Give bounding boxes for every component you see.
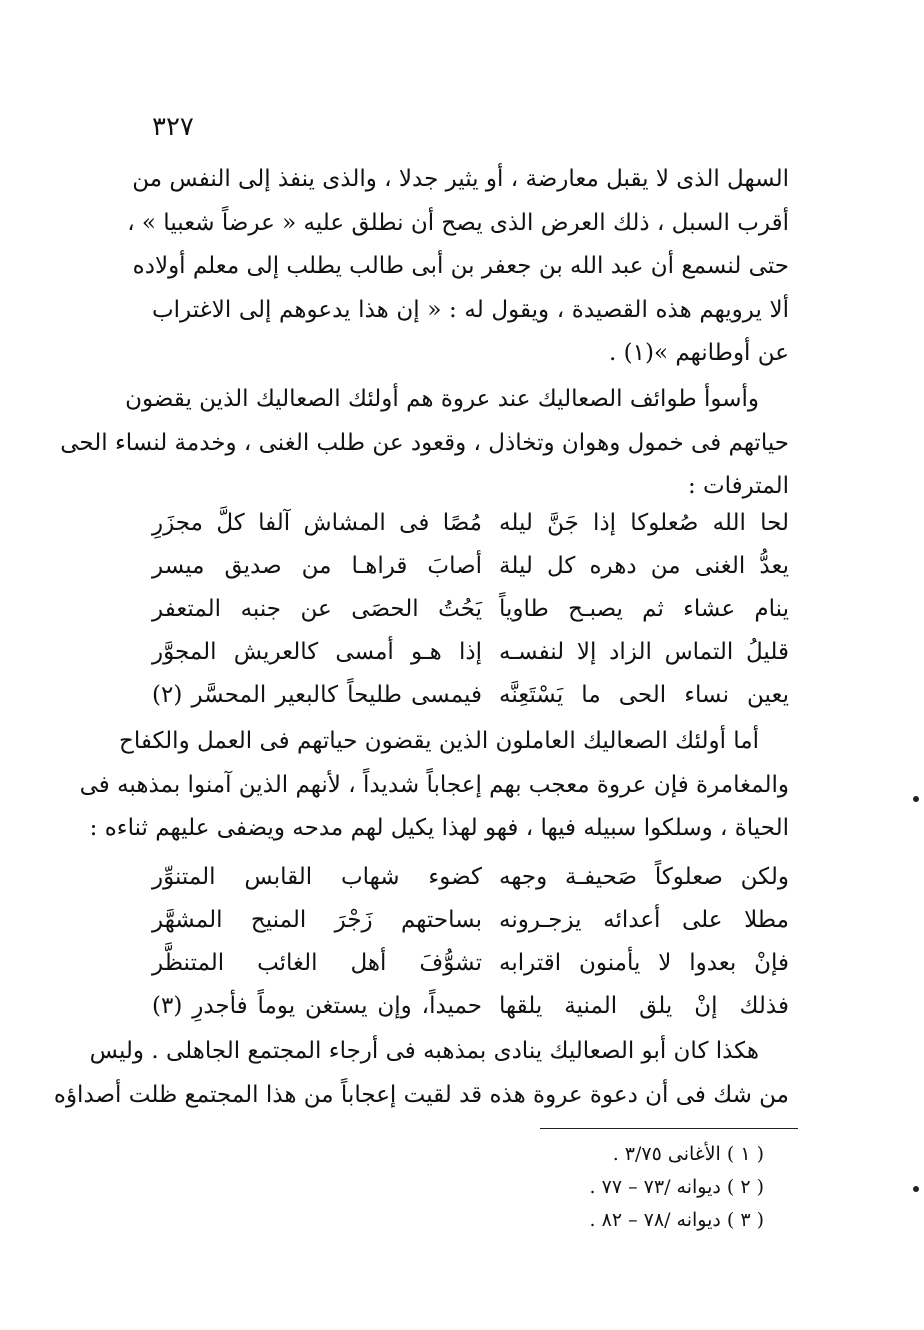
verse-second-hemistich: تشوُّفَ أهل الغائب المتنظَّر [152,950,482,976]
scan-edge-mark [913,1186,919,1192]
verse-second-hemistich: يَحُتُ الحصَى عن جنبه المتعفر [152,596,482,622]
poem-verse [152,942,789,985]
poem-verse [152,985,789,1028]
paragraph-3 [79,720,789,851]
footnote-3: ( ٣ ) ديوانه /٧٨ – ٨٢ . [589,1209,764,1231]
poem-verse [152,588,789,631]
verse-first-hemistich: قليلُ التماس الزاد إلا لنفسـه [499,639,789,665]
verse-second-hemistich: مُصًا فى المشاش آلفا كلَّ مجزَرِ [152,510,482,536]
poem-2 [152,856,789,1028]
poem-verse [152,502,789,545]
verse-first-hemistich: ولكن صعلوكاً صَحيفـة وجهه [499,864,789,890]
poem-verse [152,631,789,674]
verse-first-hemistich: مطلا على أعدائه يزجـرونه [499,907,789,933]
poem-1 [152,502,789,717]
poem-verse [152,674,789,717]
paragraph-1 [127,158,789,376]
paragraph-2 [60,378,789,509]
verse-first-hemistich: لحا الله صُعلوكا إذا جَنَّ ليله [499,510,789,536]
text-line: السهل الذى لا يقبل معارضة ، أو يثير جدلا ، والذى ينفذ إلى النفس من [132,166,789,192]
text-line: المترفات : [687,473,789,499]
text-line: الحياة ، وسلكوا سبيله فيها ، فهو لهذا يكيل لهم مدحه ويضفى عليهم ثناءه : [89,815,789,841]
poem-verse [152,856,789,899]
footnote-2: ( ٢ ) ديوانه /٧٣ – ٧٧ . [589,1176,764,1198]
text-line: ألا يرويهم هذه القصيدة ، ويقول له : « إن هذا يدعوهم إلى الاغتراب [152,296,789,323]
text-line: هكذا كان أبو الصعاليك ينادى بمذهبه فى أرجاء المجتمع الجاهلى . وليس [89,1038,759,1064]
footnotes [590,1138,764,1237]
verse-first-hemistich: فذلك إنْ يلق المنية يلقها [499,993,789,1019]
poem-verse [152,545,789,588]
verse-second-hemistich: فيمسى طليحاً كالبعير المحسَّر (٢) [152,682,482,708]
text-line: عن أوطانهم »(١) . [609,340,789,366]
text-line: حتى لنسمع أن عبد الله بن جعفر بن أبى طالب يطلب إلى معلم أولاده [132,253,789,279]
poem-verse [152,899,789,942]
text-line: وأسوأ طوائف الصعاليك عند عروة هم أولئك الصعاليك الذين يقضون [125,386,759,412]
page-number: ٣٢٧ [152,112,194,142]
text-line: أما أولئك الصعاليك العاملون الذين يقضون حياتهم فى العمل والكفاح [118,728,759,754]
verse-second-hemistich: كضوء شهاب القابس المتنوِّر [152,864,482,890]
footnote-1: ( ١ ) الأغانى ٣/٧٥ . [612,1143,764,1165]
verse-first-hemistich: ينام عشاء ثم يصبـح طاوياً [499,596,789,622]
verse-second-hemistich: أصابَ قراهـا من صديق ميسر [152,553,482,579]
verse-first-hemistich: فإنْ بعدوا لا يأمنون اقترابه [499,950,789,976]
verse-first-hemistich: يعدُّ الغنى من دهره كل ليلة [499,553,789,579]
text-line: والمغامرة فإن عروة معجب بهم إعجاباً شديداً ، لأنهم الذين آمنوا بمذهبه فى [79,771,789,798]
paragraph-4 [53,1030,789,1117]
verse-second-hemistich: حميداً، وإن يستغن يوماً فأجدرِ (٣) [152,993,482,1019]
verse-first-hemistich: يعين نساء الحى ما يَسْتَعِنَّه [499,682,789,708]
verse-second-hemistich: إذا هـو أمسى كالعريش المجوَّر [152,639,482,665]
footnote-divider [540,1128,798,1129]
verse-second-hemistich: بساحتهم زَجْرَ المنيح المشهَّر [152,907,482,933]
scan-edge-mark [913,796,919,802]
text-line: من شك فى أن دعوة عروة هذه قد لقيت إعجاباً من هذا المجتمع ظلت أصداؤه [53,1081,789,1108]
text-line: أقرب السبل ، ذلك العرض الذى يصح أن نطلق عليه « عرضاً شعبيا » ، [127,209,789,236]
text-line: حياتهم فى خمول وهوان وتخاذل ، وقعود عن طلب الغنى ، وخدمة لنساء الحى [60,429,789,456]
